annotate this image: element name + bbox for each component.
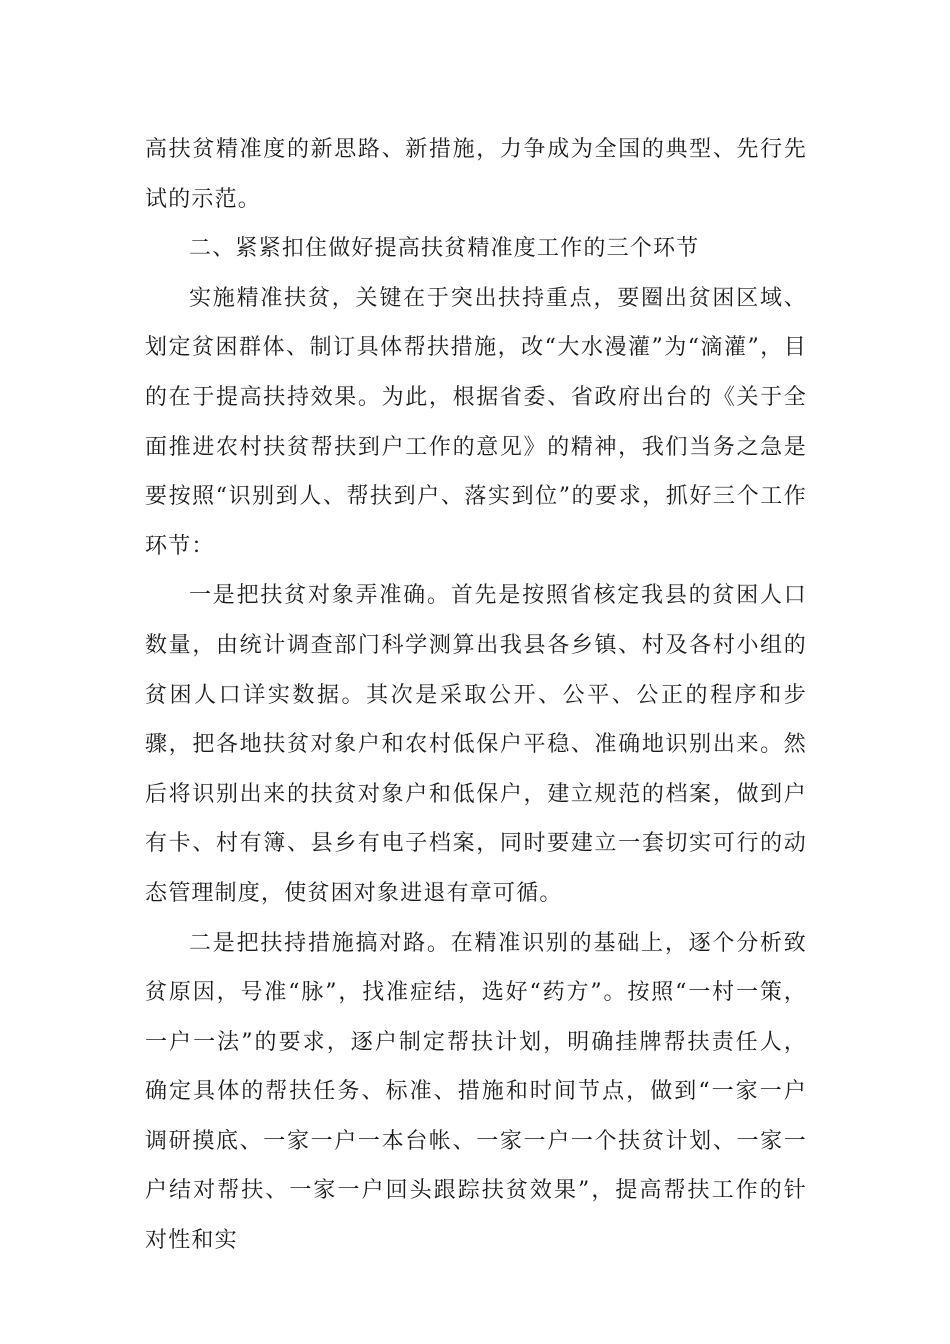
paragraph-point-one: 一是把扶贫对象弄准确。首先是按照省核定我县的贫困人口数量，由统计调查部门科学测算出我县各乡镇、村及各村小组的贫困人口详实数据。其次是采取公开、公平、公正的程序和步骤，把各地扶贫对象户和农村低保户平稳、准确地识别出来。然后将识别出来的扶贫对象户和低保户，建立规范的档案，做到户有卡、村有簿、县乡有电子档案，同时要建立一套切实可行的动态管理制度，使贫困对象进退有章可循。 xyxy=(145,583,807,906)
section-heading: 二、紧紧扣住做好提高扶贫精准度工作的三个环节 xyxy=(189,236,700,262)
paragraph-intro: 实施精准扶贫，关键在于突出扶持重点，要圈出贫困区域、划定贫困群体、制订具体帮扶措施，改“大水漫灌”为“滴灌”，目的在于提高扶持效果。为此，根据省委、省政府出台的《关于全面推进农村扶贫帮扶到户工作的意见》的精神，我们当务之急是要按照“识别到人、帮扶到户、落实到位”的要求，抓好三个工作环节： xyxy=(145,285,807,559)
paragraph-continuation: 高扶贫精准度的新思路、新措施，力争成为全国的典型、先行先试的示范。 xyxy=(145,137,807,212)
document-body xyxy=(145,125,807,1266)
paragraph-point-two: 二是把扶持措施搞对路。在精准识别的基础上，逐个分析致贫原因，号准“脉”，找准症结，选好“药方”。按照“一村一策，一户一法”的要求，逐户制定帮扶计划，明确挂牌帮扶责任人，确定具体的帮扶任务、标准、措施和时间节点，做到“一家一户调研摸底、一家一户一本台帐、一家一户一个扶贫计划、一家一户结对帮扶、一家一户回头跟踪扶贫效果”，提高帮扶工作的针对性和实 xyxy=(145,930,807,1254)
